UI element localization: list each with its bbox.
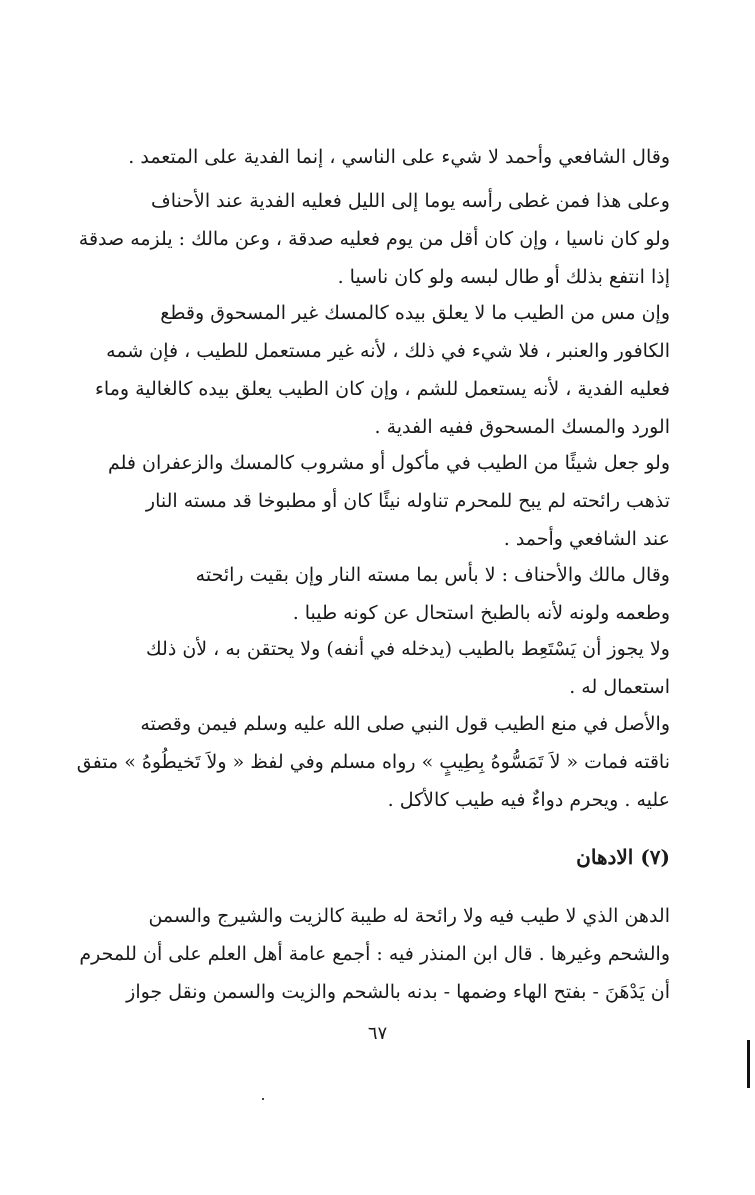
text-line: ولو كان ناسيا ، وإن كان أقل من يوم فعليه صدقة ، وعن مالك : يلزمه صدقة: [78, 228, 670, 250]
text-line: الكافور والعنبر ، فلا شيء في ذلك ، لأنه غير مستعمل للطيب ، فإن شمه: [106, 340, 670, 362]
page-edge-mark: [747, 1040, 750, 1088]
scan-speck: [262, 1098, 264, 1100]
text-line: وعلى هذا فمن غطى رأسه يوما إلى الليل فعليه الفدية عند الأحناف: [151, 190, 670, 212]
section-heading: (٧) الادهان: [576, 845, 670, 869]
page-number: ٦٧: [367, 1023, 388, 1044]
text-line: استعمال له .: [569, 676, 670, 698]
paragraph-shafii-ahmad: [128, 138, 670, 176]
text-line: والأصل في منع الطيب قول النبي صلى الله عليه وسلم فيمن وقصته: [140, 713, 670, 735]
paragraph-maliki-hanafi: [140, 556, 670, 632]
text-line: والشحم وغيرها . قال ابن المنذر فيه : أجمع عامة أهل العلم على أن للمحرم: [79, 943, 670, 965]
text-line: الدهن الذي لا طيب فيه ولا رائحة له طيبة كالزيت والشيرج والسمن: [148, 905, 670, 927]
text-line: فعليه الفدية ، لأنه يستعمل للشم ، وإن كان الطيب يعلق بيده كالغالية وماء: [94, 378, 670, 400]
text-line: وطعمه ولونه لأنه بالطبخ استحال عن كونه طيبا .: [292, 602, 670, 624]
text-line: وقال مالك والأحناف : لا بأس بما مسته النار وإن بقيت رائحته: [195, 564, 670, 586]
paragraph-touching-perfume: [94, 294, 670, 446]
text-line: وإن مس من الطيب ما لا يعلق بيده كالمسك غير المسحوق وقطع: [160, 302, 670, 324]
paragraph-covering-head: [78, 182, 670, 296]
paragraph-snuffing: [140, 630, 670, 706]
paragraph-perfume-in-food: [107, 444, 670, 558]
text-line: إذا انتفع بذلك أو طال لبسه ولو كان ناسيا .: [337, 266, 670, 288]
text-line: ناقته فمات « لاَ تَمَسُّوهُ بِطِيبٍ » رواه مسلم وفي لفظ « ولاَ تَخيطُوهُ » متفق: [76, 751, 670, 773]
text-line: أن يَدْهَنَ - بفتح الهاء وضمها - بدنه بالشحم والزيت والسمن ونقل جواز: [126, 981, 670, 1003]
paragraph-oils: [79, 897, 670, 1011]
text-line: عليه . ويحرم دواءٌ فيه طيب كالأكل .: [387, 789, 670, 811]
text-line: تذهب رائحته لم يبح للمحرم تناوله نيئًا كان أو مطبوخا قد مسته النار: [145, 490, 670, 512]
text-line: ولو جعل شيئًا من الطيب في مأكول أو مشروب كالمسك والزعفران فلم: [107, 452, 670, 474]
text-line: عند الشافعي وأحمد .: [503, 528, 670, 550]
text-line: وقال الشافعي وأحمد لا شيء على الناسي ، إنما الفدية على المتعمد .: [128, 146, 670, 168]
text-line: الورد والمسك المسحوق ففيه الفدية .: [374, 416, 670, 438]
paragraph-hadith-origin: [76, 705, 670, 819]
text-line: ولا يجوز أن يَسْتَعِط بالطيب (يدخله في أنفه) ولا يحتقن به ، لأن ذلك: [146, 638, 670, 660]
